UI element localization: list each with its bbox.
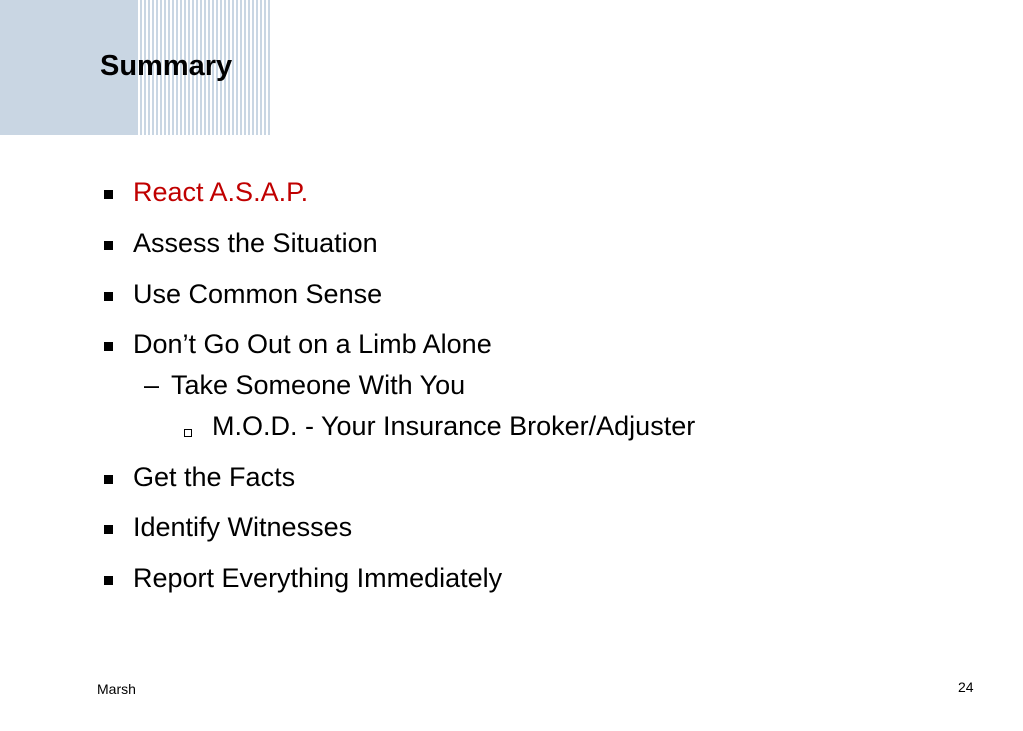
bullet-item-react: React A.S.A.P. [133,177,309,207]
square-bullet-icon [104,475,113,484]
slide-title: Summary [100,50,233,82]
bullet-item-assess: Assess the Situation [133,228,378,258]
bullet-item-facts: Get the Facts [133,462,296,492]
bullet-item-common-sense: Use Common Sense [133,279,383,309]
page-number: 24 [958,679,974,695]
square-bullet-icon [104,241,113,250]
sub-sub-bullet-mod: M.O.D. - Your Insurance Broker/Adjuster [212,411,696,441]
dash-bullet-icon: – [144,370,160,400]
square-bullet-icon [104,342,113,351]
square-bullet-icon [104,292,113,301]
square-bullet-icon [104,190,113,199]
square-bullet-icon [104,525,113,534]
sub-bullet-take-someone: Take Someone With You [171,370,466,400]
square-bullet-icon [104,576,113,585]
open-square-bullet-icon [184,429,192,437]
bullet-item-limb: Don’t Go Out on a Limb Alone [133,329,492,359]
bullet-item-report: Report Everything Immediately [133,563,503,593]
bullet-item-witnesses: Identify Witnesses [133,512,353,542]
footer-company: Marsh [97,681,136,697]
